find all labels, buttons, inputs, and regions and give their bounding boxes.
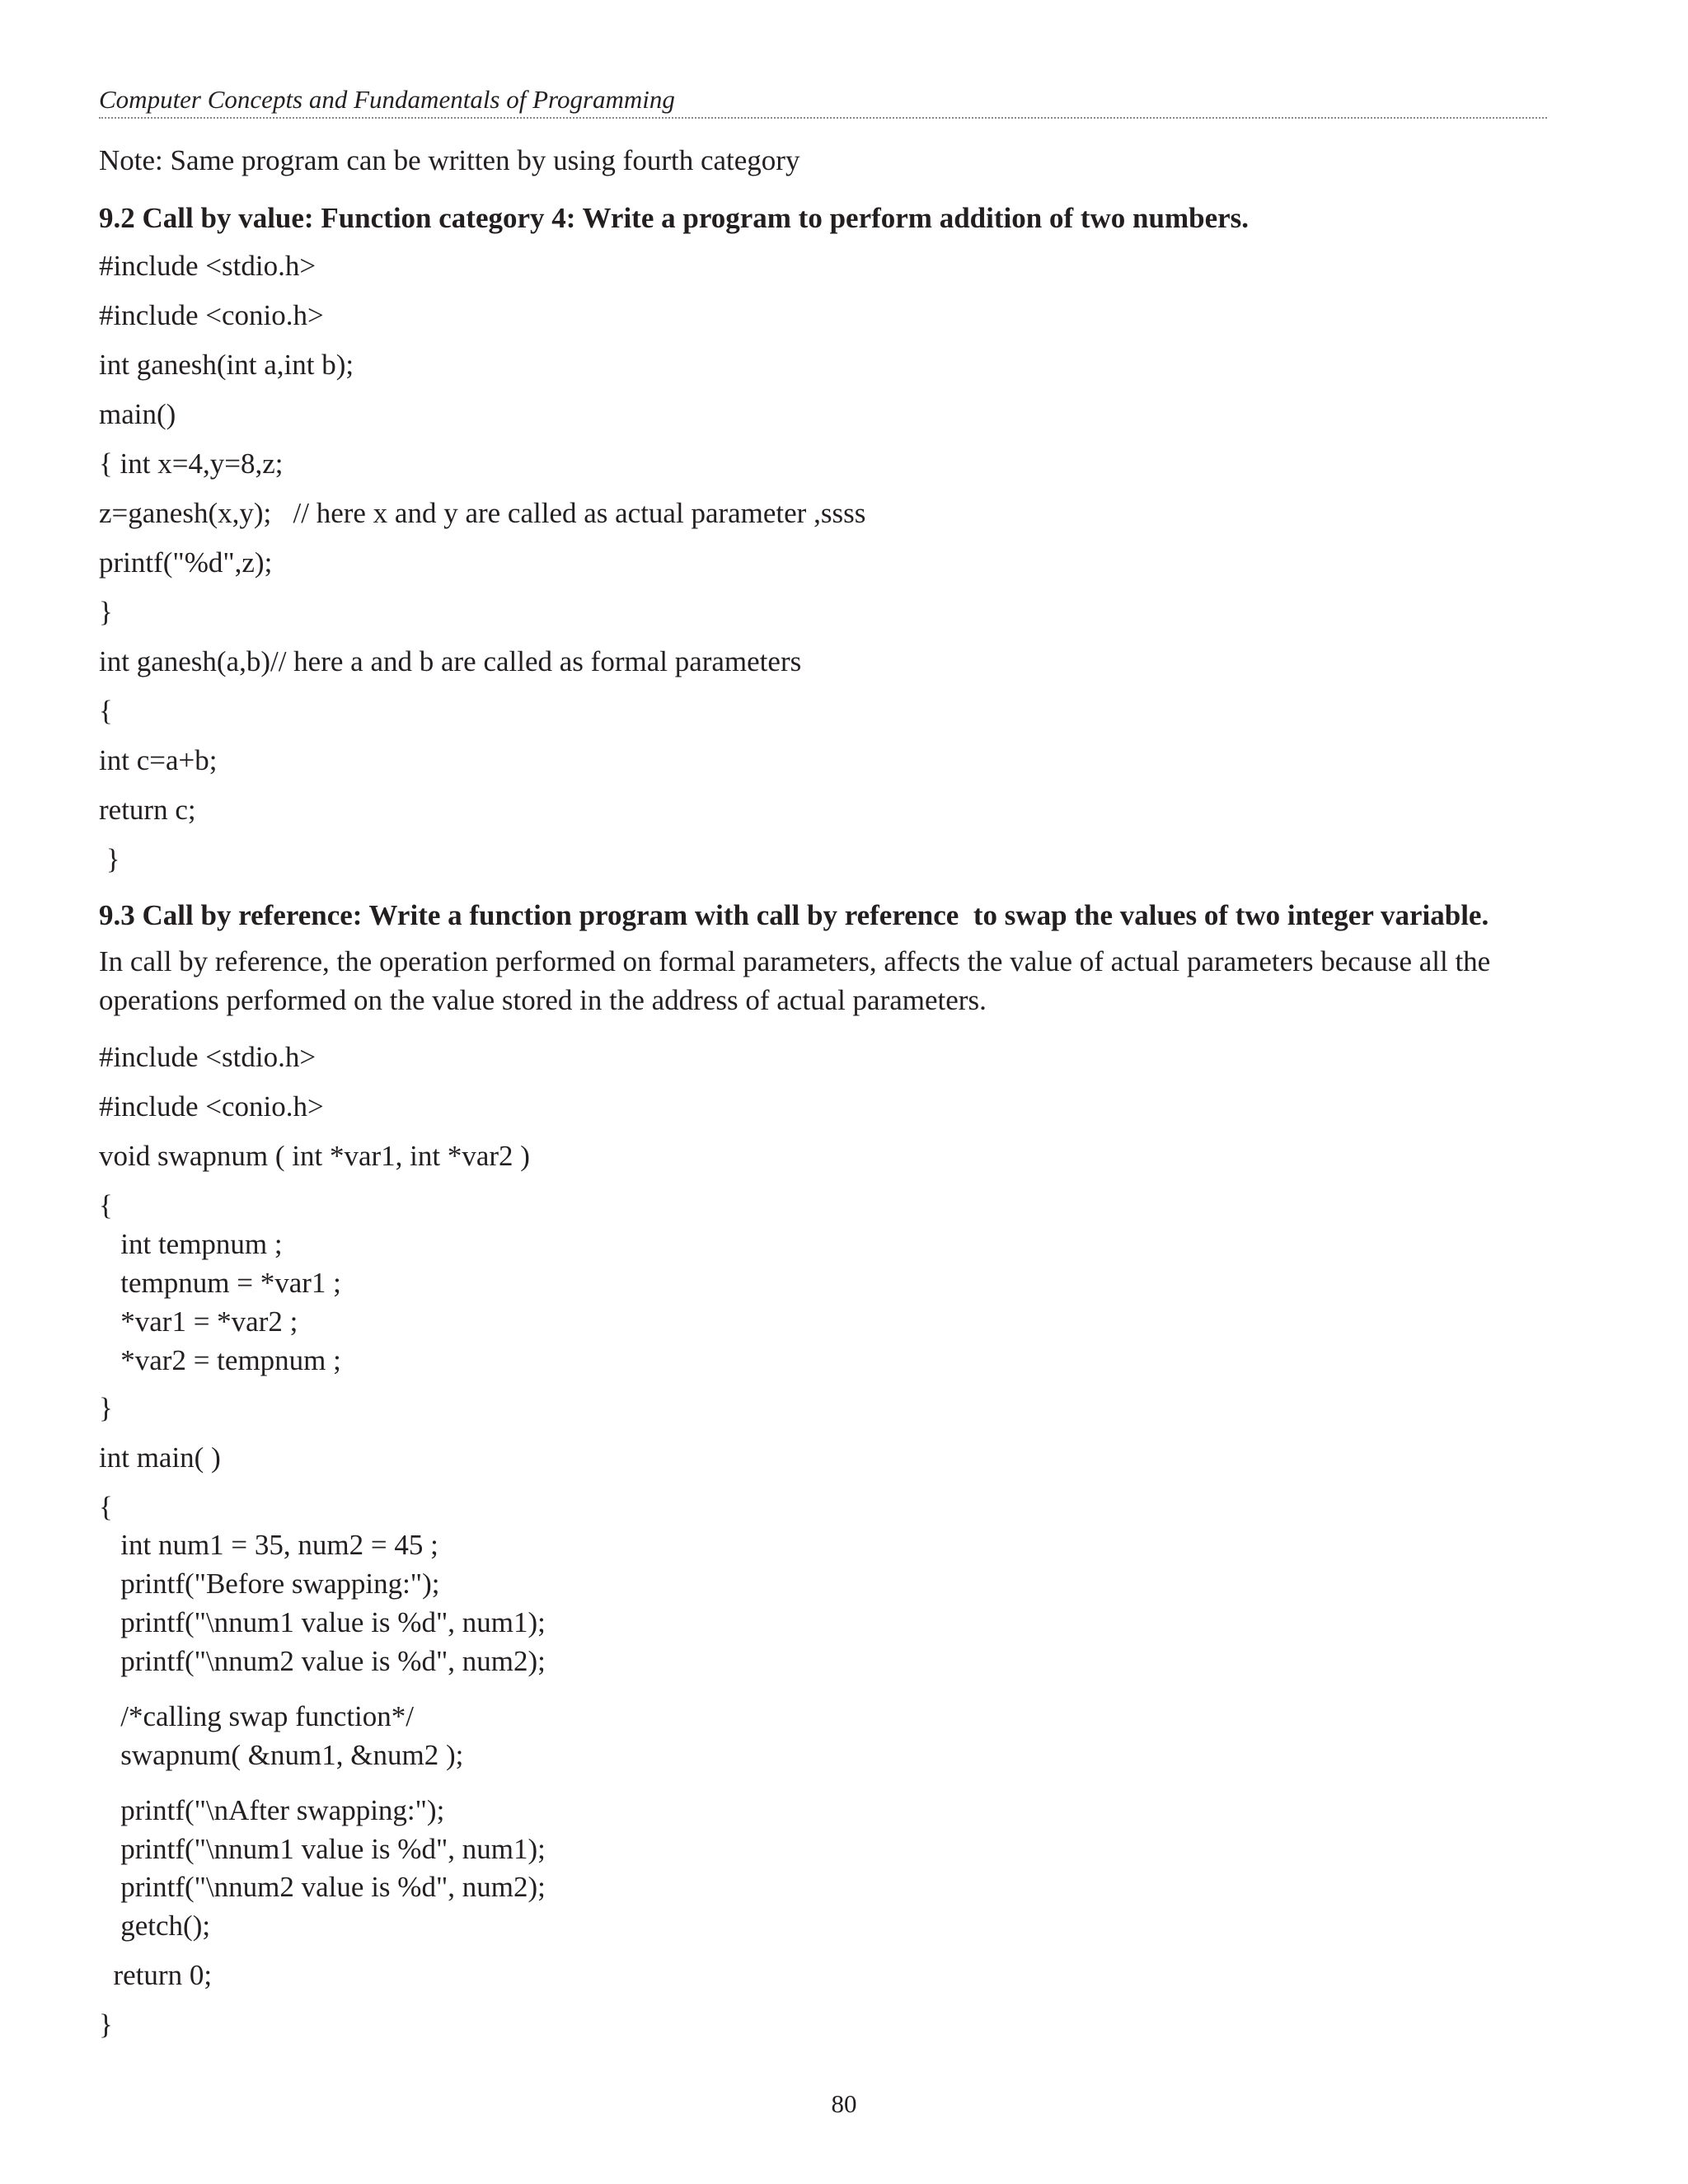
code-line: int main( )	[99, 1441, 221, 1474]
code-line: *var2 = tempnum ;	[99, 1344, 341, 1376]
code-line: #include <stdio.h>	[99, 250, 316, 282]
code-line: int ganesh(int a,int b);	[99, 349, 354, 381]
code-line: }	[99, 2008, 113, 2041]
code-line: printf("Before swapping:");	[99, 1568, 440, 1600]
code-line: printf("%d",z);	[99, 546, 273, 579]
running-header	[99, 82, 1547, 119]
page-number: 80	[831, 2089, 857, 2118]
note-text: Note: Same program can be written by using fourth category	[99, 144, 800, 176]
section-9-3-description: In call by reference, the operation performed on formal parameters, affects the value of actual parameters because all the operations performed on the value stored in the address of actual parameters.	[99, 945, 1491, 1016]
code-line: int num1 = 35, num2 = 45 ;	[99, 1529, 438, 1561]
code-line: }	[99, 596, 113, 628]
code-line: {	[99, 1491, 113, 1523]
code-line: int ganesh(a,b)// here a and b are called as formal parameters	[99, 645, 802, 677]
code-line: getch();	[99, 1910, 211, 1942]
code-line: swapnum( &num1, &num2 );	[99, 1739, 464, 1771]
code-line: }	[99, 843, 120, 875]
code-line: return c;	[99, 794, 196, 826]
code-line: {	[99, 695, 113, 727]
book-title: Computer Concepts and Fundamentals of Programming	[99, 85, 675, 114]
code-line: z=ganesh(x,y); // here x and y are called as actual parameter ,ssss	[99, 497, 866, 529]
code-line: { int x=4,y=8,z;	[99, 448, 284, 480]
code-line: tempnum = *var1 ;	[99, 1267, 341, 1299]
code-line: *var1 = *var2 ;	[99, 1305, 298, 1338]
code-line: printf("\nnum2 value is %d", num2);	[99, 1645, 546, 1677]
code-line: #include <conio.h>	[99, 299, 324, 331]
code-line: {	[99, 1189, 113, 1221]
section-9-2-heading: 9.2 Call by value: Function category 4: Write a program to perform addition of two numbers.	[99, 202, 1250, 234]
code-line: int c=a+b;	[99, 744, 218, 776]
code-line: main()	[99, 398, 176, 430]
section-9-3-heading: 9.3 Call by reference: Write a function program with call by reference to swap the values of two integer variable.	[99, 899, 1489, 931]
code-line: printf("\nAfter swapping:");	[99, 1794, 445, 1826]
code-line: }	[99, 1392, 113, 1424]
code-line: #include <conio.h>	[99, 1090, 324, 1122]
code-line: void swapnum ( int *var1, int *var2 )	[99, 1140, 530, 1172]
code-line: #include <stdio.h>	[99, 1041, 316, 1073]
code-line: return 0;	[99, 1959, 213, 1991]
code-line: printf("\nnum1 value is %d", num1);	[99, 1606, 546, 1638]
code-comment: /*calling swap function*/	[99, 1700, 415, 1732]
code-line: printf("\nnum1 value is %d", num1);	[99, 1833, 546, 1865]
code-line: int tempnum ;	[99, 1228, 283, 1260]
code-line: printf("\nnum2 value is %d", num2);	[99, 1871, 546, 1903]
